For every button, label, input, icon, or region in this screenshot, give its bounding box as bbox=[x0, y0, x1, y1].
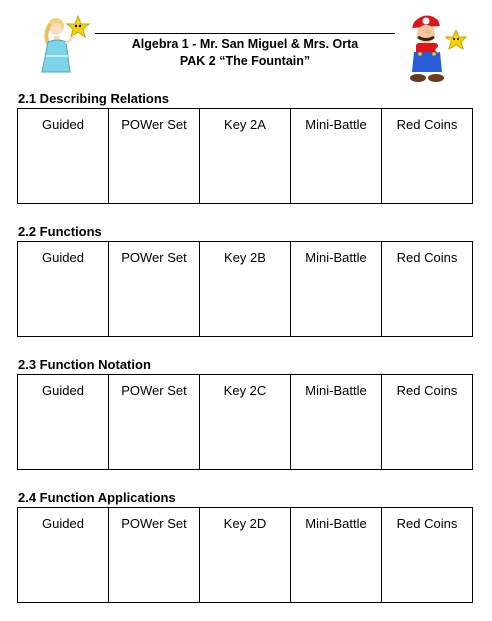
cell-mini-battle[interactable]: Mini-Battle bbox=[291, 242, 382, 337]
cell-key[interactable]: Key 2B bbox=[200, 242, 291, 337]
cell-mini-battle[interactable]: Mini-Battle bbox=[291, 109, 382, 204]
page-header bbox=[0, 0, 492, 90]
checklist-table-2-4 bbox=[17, 507, 473, 603]
cell-mini-battle[interactable]: Mini-Battle bbox=[291, 375, 382, 470]
checklist-table-2-3 bbox=[17, 374, 473, 470]
table-row bbox=[18, 375, 473, 470]
cell-guided[interactable]: Guided bbox=[18, 508, 109, 603]
cell-red-coins[interactable]: Red Coins bbox=[382, 242, 473, 337]
cell-power-set[interactable]: POWer Set bbox=[109, 375, 200, 470]
cell-power-set[interactable]: POWer Set bbox=[109, 242, 200, 337]
header-rule bbox=[95, 33, 395, 34]
cell-power-set[interactable]: POWer Set bbox=[109, 109, 200, 204]
cell-red-coins[interactable]: Red Coins bbox=[382, 109, 473, 204]
table-row bbox=[18, 508, 473, 603]
cell-red-coins[interactable]: Red Coins bbox=[382, 375, 473, 470]
mario-with-star-icon bbox=[400, 10, 472, 86]
cell-key[interactable]: Key 2D bbox=[200, 508, 291, 603]
page-subtitle: PAK 2 “The Fountain” bbox=[179, 54, 311, 68]
section-title-2-1: 2.1 Describing Relations bbox=[18, 91, 169, 106]
cell-guided[interactable]: Guided bbox=[18, 242, 109, 337]
cell-red-coins[interactable]: Red Coins bbox=[382, 508, 473, 603]
table-row bbox=[18, 242, 473, 337]
table-row bbox=[18, 109, 473, 204]
checklist-table-2-2 bbox=[17, 241, 473, 337]
section-title-2-4: 2.4 Function Applications bbox=[18, 490, 176, 505]
section-title-2-3: 2.3 Function Notation bbox=[18, 357, 151, 372]
cell-key[interactable]: Key 2C bbox=[200, 375, 291, 470]
cell-key[interactable]: Key 2A bbox=[200, 109, 291, 204]
checklist-table-2-1 bbox=[17, 108, 473, 204]
rosalina-with-luma-icon bbox=[40, 10, 100, 76]
cell-mini-battle[interactable]: Mini-Battle bbox=[291, 508, 382, 603]
section-title-2-2: 2.2 Functions bbox=[18, 224, 102, 239]
cell-power-set[interactable]: POWer Set bbox=[109, 508, 200, 603]
page-title: Algebra 1 - Mr. San Miguel & Mrs. Orta bbox=[131, 37, 359, 51]
cell-guided[interactable]: Guided bbox=[18, 109, 109, 204]
cell-guided[interactable]: Guided bbox=[18, 375, 109, 470]
